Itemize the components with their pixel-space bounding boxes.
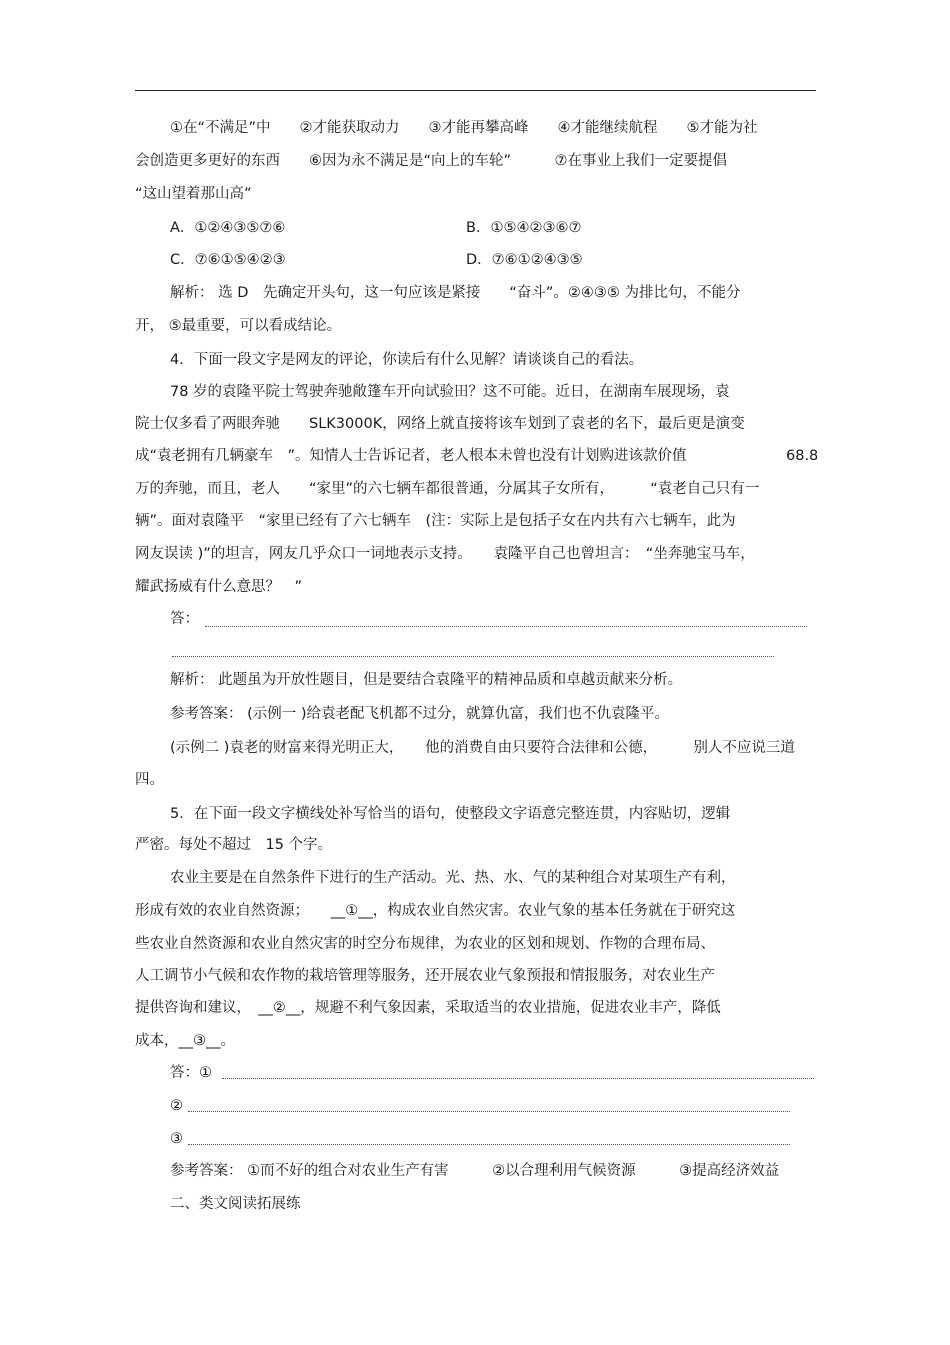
q5-passage-line-6-text: 成本， bbox=[135, 1033, 179, 1049]
q4-passage-line-6: 网友误读 )”的坦言，网友几乎众口一词地表示支持。 袁隆平自己也曾坦言： “坐奔驰宝马车， bbox=[135, 546, 755, 562]
q4-passage-line-4: 万的奔驰，而且，老人 “家里”的六七辆车都很普通，分属其子女所有， “袁老自己只有一 bbox=[135, 481, 760, 497]
q5-passage-line-5-text: 提供咨询和建议， bbox=[135, 1000, 259, 1016]
q4-reference-3: 四。 bbox=[135, 772, 164, 788]
q3-choice-a: A．①②④③⑤⑦⑥ bbox=[170, 220, 286, 236]
q4-reference-1: 参考答案： (示例一 )给袁老配飞机都不过分，就算仇富，我们也不仇袁隆平。 bbox=[170, 706, 670, 722]
q5-passage-line-2-text: 形成有效的农业自然资源； bbox=[135, 903, 331, 919]
q3-analysis-line-2: 开， ⑤最重要，可以看成结论。 bbox=[135, 318, 342, 334]
q5-passage-line-5-rest: ，规避不利气象因素，采取适当的农业措施，促进农业丰产，降低 bbox=[300, 1000, 721, 1016]
q5-answer-line-1[interactable] bbox=[222, 1078, 814, 1079]
q4-analysis: 解析： 此题虽为开放性题目，但是要结合袁隆平的精神品质和卓越贡献来分析。 bbox=[170, 672, 683, 688]
q4-passage-line-1: 78 岁的袁隆平院士驾驶奔驰敞篷车开向试验田？这不可能。近日，在湖南车展现场，袁 bbox=[170, 384, 730, 400]
q3-choice-c: C．⑦⑥①⑤④②③ bbox=[170, 252, 286, 268]
q5-passage-line-6 bbox=[135, 1031, 235, 1051]
q4-answer-line-1[interactable] bbox=[205, 626, 807, 627]
q5-answer-line-3[interactable] bbox=[188, 1144, 790, 1145]
q3-choice-d: D．⑦⑥①②④③⑤ bbox=[466, 252, 583, 268]
q4-price-value: 68.8 bbox=[786, 448, 819, 464]
q4-reference-2: (示例二 )袁老的财富来得光明正大， 他的消费自由只要符合法律和公德， 别人不应说三道 bbox=[170, 740, 795, 756]
q3-options-line-2: 会创造更多更好的东西 ⑥因为永不满足是“向上的车轮” ⑦在事业上我们一定要提倡 bbox=[135, 153, 728, 169]
q5-answer-label-1: 答：① bbox=[170, 1065, 212, 1081]
q5-passage-line-6-end: 。 bbox=[220, 1033, 235, 1049]
q4-passage-line-3: 成“袁老拥有几辆豪车 ”。知情人士告诉记者，老人根本未曾也没有计划购进该款价值 bbox=[135, 448, 687, 464]
q4-stem: 4．下面一段文字是网友的评论，你读后有什么见解？请谈谈自己的看法。 bbox=[170, 352, 644, 368]
q5-blank-1: __①__ bbox=[330, 903, 373, 919]
section-heading: 二、类文阅读拓展练 bbox=[170, 1196, 301, 1212]
q4-passage-line-2: 院士仅多看了两眼奔驰 SLK3000K，网络上就直接将该车划到了袁老的名下，最后更是演变 bbox=[135, 416, 745, 432]
q5-passage-line-4: 人工调节小气候和农作物的栽培管理等服务，还开展农业气象预报和情报服务，对农业生产 bbox=[135, 968, 715, 984]
q4-passage-line-5: 辆”。面对袁隆平 “家里已经有了六七辆车 (注：实际上是包括子女在内共有六七辆车，此为 bbox=[135, 513, 736, 529]
q5-reference: 参考答案： ①而不好的组合对农业生产有害 ②以合理利用气候资源 ③提高经济效益 bbox=[170, 1163, 780, 1179]
q5-stem-line-1: 5．在下面一段文字横线处补写恰当的语句，使整段文字语意完整连贯，内容贴切，逻辑 bbox=[170, 806, 731, 822]
q5-answer-label-2: ② bbox=[170, 1098, 183, 1114]
q5-blank-2: __②__ bbox=[258, 1000, 301, 1016]
q5-passage-line-3: 些农业自然资源和农业自然灾害的时空分布规律，为农业的区划和规划、作物的合理布局、 bbox=[135, 936, 715, 952]
q5-answer-label-3: ③ bbox=[170, 1131, 183, 1147]
q5-passage-line-2 bbox=[135, 901, 735, 921]
q5-answer-line-2[interactable] bbox=[188, 1111, 790, 1112]
q5-stem-line-2: 严密。每处不超过 15 个字。 bbox=[135, 837, 333, 853]
q3-options-line-3: “这山望着那山高” bbox=[135, 186, 252, 202]
q4-answer-label: 答： bbox=[170, 611, 199, 627]
q3-options-line-1: ①在“不满足”中 ②才能获取动力 ③才能再攀高峰 ④才能继续航程 ⑤才能为社 bbox=[170, 120, 758, 136]
q3-choice-b: B．①⑤④②③⑥⑦ bbox=[466, 220, 582, 236]
q3-analysis-line-1: 解析： 选 D 先确定开头句，这一句应该是紧接 “奋斗”。②④③⑤ 为排比句，不能分 bbox=[170, 285, 741, 301]
q5-passage-line-5 bbox=[135, 998, 721, 1018]
q5-passage-line-1: 农业主要是在自然条件下进行的生产活动。光、热、水、气的某种组合对某项生产有利， bbox=[170, 870, 736, 886]
q4-answer-line-2[interactable] bbox=[172, 656, 774, 657]
header-rule bbox=[135, 90, 816, 91]
q5-blank-3: __③__ bbox=[178, 1033, 221, 1049]
q4-passage-line-7: 耀武扬威有什么意思？ ” bbox=[135, 579, 303, 595]
q5-passage-line-2-rest: ，构成农业自然灾害。农业气象的基本任务就在于研究这 bbox=[372, 903, 736, 919]
